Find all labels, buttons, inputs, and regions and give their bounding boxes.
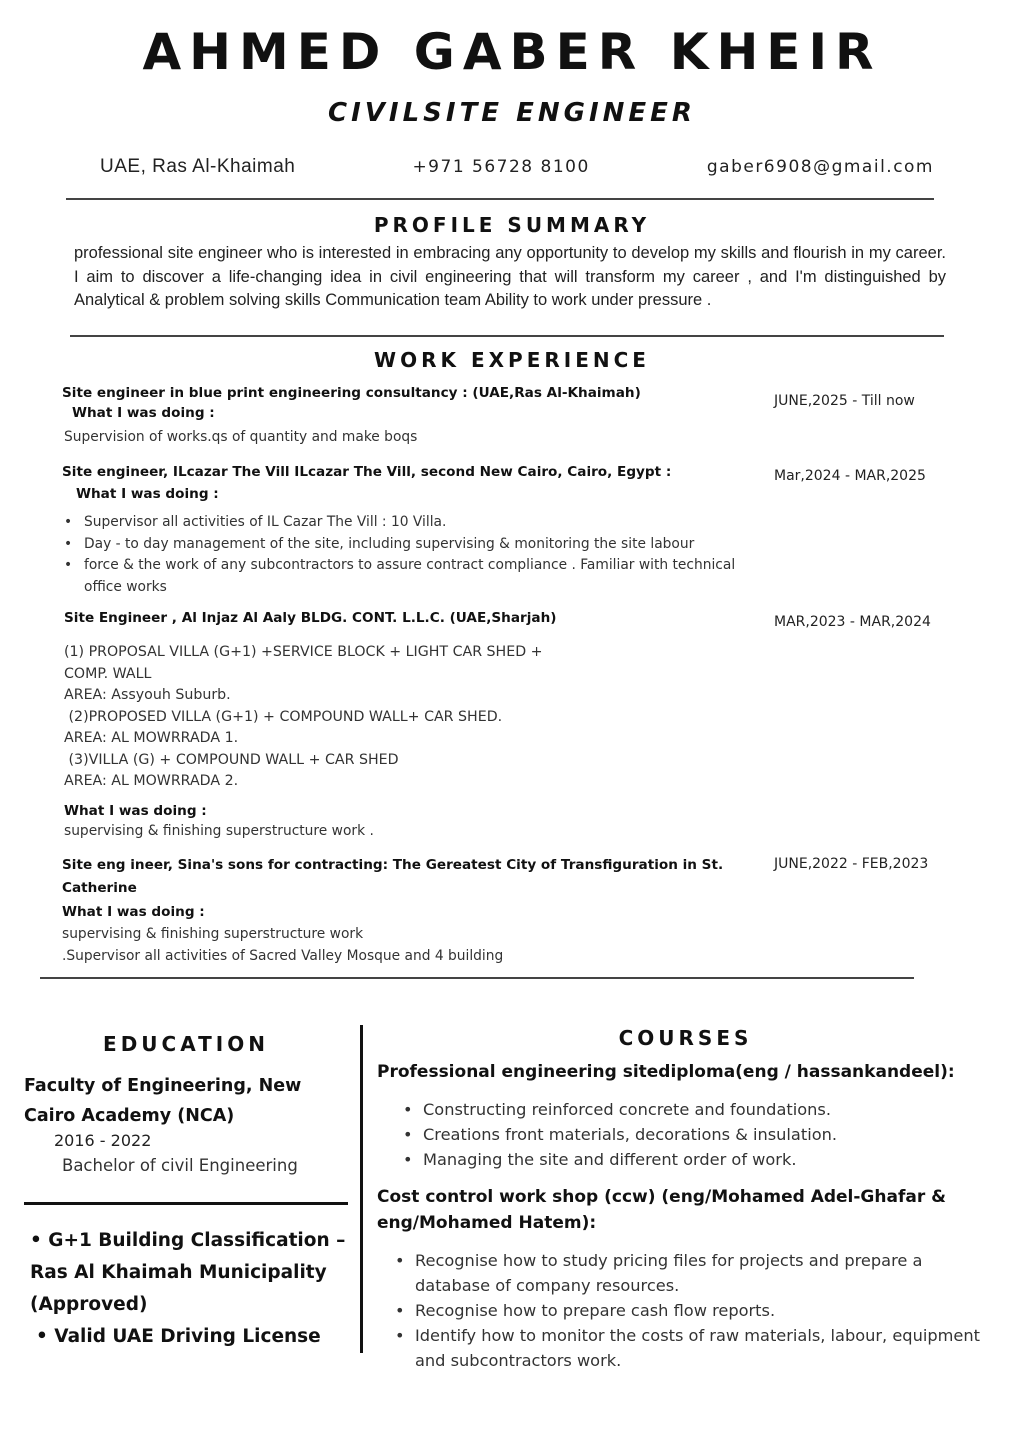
job-4 [62, 854, 954, 967]
education-years-row [24, 1131, 348, 1150]
work-experience-list [62, 383, 954, 968]
job-4-doing-label: What I was doing : [62, 904, 205, 920]
contact-location: UAE, Ras Al-Khaimah [100, 156, 296, 177]
job-3-title: Site Engineer , Al Injaz Al Aaly BLDG. CONT. L.L.C. (UAE,Sharjah) [64, 610, 557, 626]
project-line: (2)PROPOSED VILLA (G+1) + COMPOUND WALL+ CAR SHED. [64, 708, 503, 725]
divider [66, 198, 934, 200]
course-2-bullets [395, 1248, 994, 1373]
certifications-list [24, 1225, 348, 1353]
education-degree: Bachelor of civil Engineering [62, 1156, 298, 1175]
job-3-detail: supervising & finishing superstructure work . [64, 822, 374, 839]
project-line: COMP. WALL [64, 665, 152, 682]
job-1-dates: JUNE,2025 - Till now [774, 392, 915, 409]
job-3-dates: MAR,2023 - MAR,2024 [774, 614, 931, 630]
education-heading: EDUCATION [103, 1032, 269, 1056]
job-2-bullets [62, 512, 750, 598]
list-item: • Creations front materials, decorations & insulation. [403, 1122, 994, 1147]
education-school: Faculty of Engineering, New Cairo Academy (NCA) [24, 1076, 302, 1126]
project-line: (3)VILLA (G) + COMPOUND WALL + CAR SHED [64, 751, 399, 768]
job-3-doing-label: What I was doing : [64, 802, 207, 819]
job-1-detail: Supervision of works.qs of quantity and make boqs [64, 428, 418, 445]
certification-item: • G+1 Building Classification – Ras Al Khaimah Municipality (Approved) [30, 1230, 346, 1315]
work-experience-heading: WORK EXPERIENCE [374, 347, 650, 372]
courses-heading: COURSES [618, 1026, 753, 1050]
job-title-heading: CIVILSITE ENGINEER [328, 98, 696, 128]
job-3-projects [62, 642, 750, 793]
profile-summary-heading: PROFILE SUMMARY [373, 213, 651, 237]
job-2-doing-label: What I was doing : [76, 486, 219, 502]
bottom-columns [0, 1025, 1024, 1383]
education-years: 2016 - 2022 [54, 1131, 152, 1150]
project-line: AREA: Assyouh Suburb. [64, 687, 231, 703]
list-item: • Recognise how to prepare cash flow reports. [395, 1298, 994, 1323]
contact-email[interactable]: gaber6908@gmail.com [706, 157, 934, 177]
project-line: (1) PROPOSAL VILLA (G+1) +SERVICE BLOCK + LIGHT CAR SHED + [64, 644, 543, 660]
divider [40, 977, 914, 979]
candidate-name: AHMED GABER KHEIR [142, 23, 882, 81]
divider [70, 335, 944, 337]
course-2-title: Cost control work shop (ccw) (eng/Mohamed Adel-Ghafar & eng/Mohamed Hatem): [377, 1187, 946, 1233]
list-item: • force & the work of any subcontractors to assure contract compliance . Familiar with technical office works [64, 555, 750, 598]
education-column [0, 1025, 360, 1383]
list-item: • Supervisor all activities of IL Cazar The Vill : 10 Villa. [64, 512, 750, 534]
job-1-title: Site engineer in blue print engineering consultancy : (UAE,Ras Al-Khaimah) [62, 384, 641, 401]
job-4-dates: JUNE,2022 - FEB,2023 [774, 856, 929, 872]
job-1-doing-label: What I was doing : [72, 404, 215, 421]
job-4-title: Site eng ineer, Sina's sons for contracting: The Gereatest City of Transfiguration in St. Catherine [62, 857, 724, 896]
project-line: AREA: AL MOWRRADA 2. [64, 773, 239, 789]
job-3 [62, 608, 954, 842]
job-1 [62, 383, 954, 449]
divider [24, 1202, 348, 1205]
list-item: • Identify how to monitor the costs of raw materials, labour, equipment and subcontractors work. [395, 1323, 994, 1373]
courses-column [363, 1025, 1024, 1383]
job-4-detail: supervising & finishing superstructure work [62, 926, 364, 942]
list-item: • Managing the site and different order of work. [403, 1147, 994, 1172]
list-item: • Constructing reinforced concrete and foundations. [403, 1097, 994, 1122]
job-2-title: Site engineer, ILcazar The Vill ILcazar The Vill, second New Cairo, Cairo, Egypt : [62, 464, 672, 480]
list-item: • Recognise how to study pricing files for projects and prepare a database of company resources. [395, 1248, 994, 1298]
profile-summary-text: professional site engineer who is interested in embracing any opportunity to develop my skills and flourish in my career. I aim to discover a life-changing idea in civil engineering that will transform my career , and I'm distinguished by Analytical & problem solving skills Communication team Ability to work under pressure . [74, 244, 946, 309]
job-4-detail: .Supervisor all activities of Sacred Valley Mosque and 4 building [62, 947, 504, 964]
job-2 [62, 462, 954, 598]
contact-row [100, 156, 934, 178]
job-2-dates: Mar,2024 - MAR,2025 [774, 468, 926, 484]
list-item: • Day - to day management of the site, including supervising & monitoring the site labour [64, 534, 750, 556]
contact-phone[interactable]: +971 56728 8100 [412, 157, 590, 177]
course-1-title: Professional engineering sitediploma(eng / hassankandeel): [377, 1062, 955, 1082]
certification-item: • Valid UAE Driving License [36, 1326, 321, 1347]
project-line: AREA: AL MOWRRADA 1. [64, 730, 239, 746]
course-1-bullets [403, 1097, 994, 1172]
